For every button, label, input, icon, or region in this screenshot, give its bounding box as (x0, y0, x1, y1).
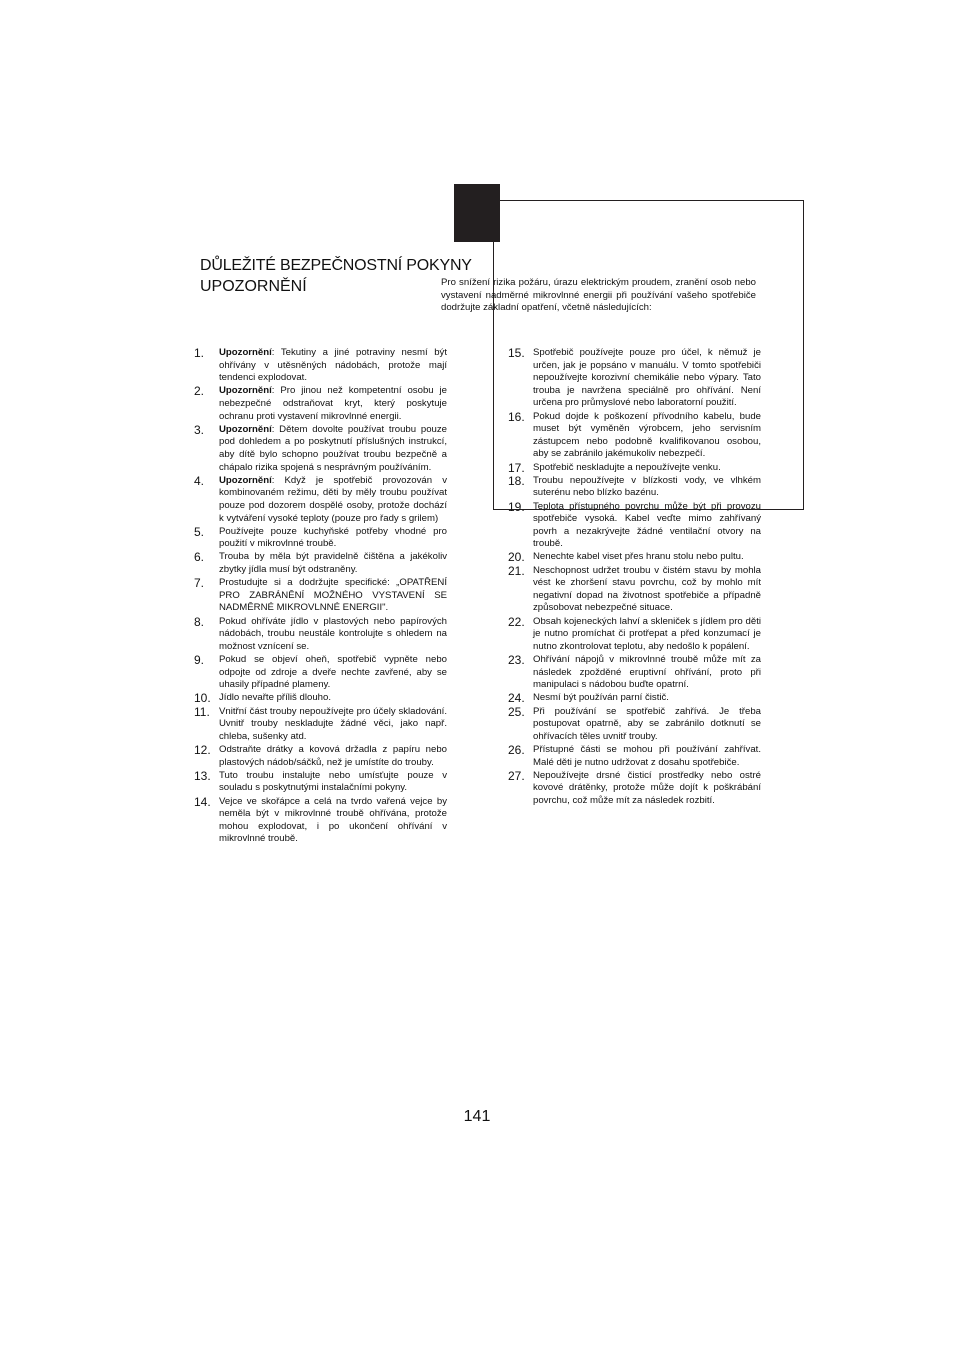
item-number: 8. (194, 614, 205, 629)
item-number: 10. (194, 691, 211, 706)
item-number: 5. (194, 524, 205, 539)
item-text: Spotřebič neskladujte a nepoužívejte venku. (533, 461, 721, 473)
list-item (194, 475, 447, 525)
item-warning-label: Upozornění (219, 474, 272, 486)
item-number: 9. (194, 653, 205, 667)
list-item (194, 347, 447, 385)
item-number: 11. (194, 704, 210, 719)
item-warning-label: Upozornění (219, 385, 272, 397)
item-number: 7. (194, 576, 205, 591)
item-text: Při používání se spotřebič zahřívá. Je třeba postupovat opatrně, aby se zabránilo dotknutí se ohřívacích těles uvnitř trouby. (533, 705, 761, 742)
intro-paragraph: Pro snížení rizika požáru, úrazu elektrickým proudem, zranění osob nebo vystavení nadměrné mikrovlnné energii při používání vašeho spotřebiče dodržujte základní opatření, včetně následujících: (441, 277, 756, 314)
item-text: Přístupné části se mohou při používání zahřívat. Malé děti je nutno udržovat z dosahu spotřebiče. (533, 743, 761, 768)
safety-list-right (508, 347, 761, 808)
item-text: Odstraňte drátky a kovová držadla z papíru nebo plastových nádob/sáčků, než je umístíte do trouby. (219, 743, 447, 768)
item-number: 25. (508, 704, 525, 719)
list-item (194, 654, 447, 692)
list-item (508, 501, 761, 551)
item-number: 24. (508, 691, 525, 706)
item-text: Ohřívání nápojů v mikrovlnné troubě může mít za následek zpožděné eruptivní ohřívání, proto při manipulaci s nádobou buďte opatrní. (533, 654, 761, 691)
item-number: 12. (194, 742, 211, 757)
item-number: 3. (194, 422, 205, 437)
list-item (508, 744, 761, 769)
item-text: : Když je spotřebič provozován v kombinovaném režimu, děti by měly troubu používat pouze pod dozorem dospělé osoby, protože dochází k vytváření vysoké teploty (pouze pro řady s grilem) (219, 474, 447, 524)
list-item (194, 551, 447, 576)
list-item (194, 744, 447, 769)
list-item (194, 616, 447, 654)
list-item (508, 551, 761, 564)
list-item (508, 411, 761, 461)
item-text: Spotřebič používejte pouze pro účel, k němuž je určen, jak je popsáno v manuálu. V tomto spotřebiči nepoužívejte korozivní chemikálie nebo výpary. Tato trouba je navržena speciálně pro ohřívání. Není určena pro průmyslové nebo laboratorní použití. (533, 347, 761, 409)
list-item (194, 796, 447, 846)
item-text: Používejte pouze kuchyňské potřeby vhodné pro použití v mikrovlnné troubě. (219, 525, 447, 550)
item-number: 1. (194, 346, 205, 360)
list-item (508, 475, 761, 500)
item-number: 21. (508, 563, 525, 578)
item-warning-label: Upozornění (219, 347, 272, 358)
item-number: 20. (508, 550, 525, 565)
item-number: 6. (194, 550, 205, 565)
item-text: Obsah kojeneckých lahví a skleniček s jídlem pro děti je nutno promíchat či protřepat a před konzumací je nutno zkontrolovat teplotu, aby nedošlo k popálení. (533, 615, 761, 652)
list-item (508, 692, 761, 705)
item-number: 13. (194, 768, 211, 783)
item-text: : Tekutiny a jiné potraviny nesmí být ohřívány v utěsněných nádobách, protože mají tendenci explodovat. (219, 347, 447, 384)
page-title: DŮLEŽITÉ BEZPEČNOSTNÍ POKYNY (200, 257, 472, 274)
item-text: Vejce ve skořápce a celá na tvrdo vařená vejce by neměla být v mikrovlnné troubě ohřívána, protože mohou explodovat, i po ukončení ohřívání v mikrovlnné troubě. (219, 795, 447, 845)
item-text: Pokud dojde k poškození přívodního kabelu, bude muset být vyměněn výrobcem, jeho servisním zástupcem nebo podobně kvalifikovanou osobou, aby se zabránilo jakémukoliv nebezpečí. (533, 410, 761, 460)
list-item (508, 706, 761, 744)
list-item (194, 770, 447, 795)
item-text: Nesmí být používán parní čistič. (533, 692, 669, 704)
item-text: Jídlo nevařte příliš dlouho. (219, 692, 331, 704)
item-text: Prostudujte si a dodržujte specifické: „OPATŘENÍ PRO ZABRÁNĚNÍ MOŽNÉHO VYSTAVENÍ SE NADMĚRNÉ MIKROVLNNÉ ENERGII". (219, 577, 447, 614)
list-item (508, 770, 761, 808)
item-text: Neschopnost udržet troubu v čistém stavu by mohla vést ke zhoršení stavu povrchu, což by mohlo mít negativní dopad na životnost spotřebiče a případně způsobovat nebezpečné situace. (533, 564, 761, 614)
item-number: 17. (508, 460, 525, 475)
list-item (194, 577, 447, 615)
list-item (194, 424, 447, 474)
item-text: Vnitřní část trouby nepoužívejte pro účely skladování. Uvnitř trouby neskladujte žádné věci, jako např. chleba, sušenky atd. (219, 705, 447, 742)
item-number: 4. (194, 473, 205, 488)
item-number: 27. (508, 768, 525, 783)
item-text: Trouba by měla být pravidelně čištěna a jakékoliv zbytky jídla musí být odstraněny. (219, 551, 447, 576)
item-number: 14. (194, 794, 211, 809)
item-number: 19. (508, 499, 525, 514)
item-text: Nenechte kabel viset přes hranu stolu nebo pultu. (533, 551, 744, 563)
list-item (508, 347, 761, 410)
list-item (194, 692, 447, 705)
list-item (194, 706, 447, 744)
item-text: : Dětem dovolte používat troubu pouze pod dohledem a po poskytnutí příslušných instrukcí, aby dítě bylo schopno používat troubu bezpečně a chápalo rizika spojená s nesprávným používáním. (219, 423, 447, 473)
item-number: 16. (508, 409, 525, 424)
list-item (508, 654, 761, 692)
item-text: Nepoužívejte drsné čisticí prostředky nebo ostré kovové drátěnky, protože může dojít k poškrábání povrchu, což může mít za následek rozbití. (533, 769, 761, 806)
item-number: 23. (508, 653, 525, 667)
item-number: 22. (508, 614, 525, 629)
item-text: Pokud se objeví oheň, spotřebič vypněte nebo odpojte od zdroje a dveře nechte zavřené, aby se uhasily případné plameny. (219, 654, 447, 691)
item-warning-label: Upozornění (219, 423, 272, 435)
item-text: Troubu nepoužívejte v blízkosti vody, ve vlhkém suterénu nebo blízko bazénu. (533, 474, 761, 499)
item-text: Pokud ohříváte jídlo v plastových nebo papírových nádobách, troubu neustále kontrolujte s ohledem na možnost vznícení se. (219, 615, 447, 652)
item-number: 18. (508, 473, 525, 488)
list-item (508, 565, 761, 615)
list-item (194, 526, 447, 551)
item-number: 2. (194, 384, 205, 399)
item-number: 26. (508, 742, 525, 757)
section-subtitle: UPOZORNĚNÍ (200, 278, 307, 295)
list-item (194, 385, 447, 423)
item-text: : Pro jinou než kompetentní osobu je nebezpečné odstraňovat kryt, který poskytuje ochranu proti vystavení mikrovlnné energii. (219, 385, 447, 422)
item-number: 15. (508, 346, 525, 360)
list-item (508, 462, 761, 475)
item-text: Teplota přístupného povrchu může být při provozu spotřebiče vysoká. Kabel veďte mimo zahřívaný povrh a nezakrývejte žádné ventilační otvory na troubě. (533, 500, 761, 550)
item-text: Tuto troubu instalujte nebo umísťujte pouze v souladu s poskytnutými instalačními pokyny. (219, 769, 447, 794)
page-number: 141 (463, 1108, 491, 1125)
list-item (508, 616, 761, 654)
safety-list-left (194, 347, 447, 846)
